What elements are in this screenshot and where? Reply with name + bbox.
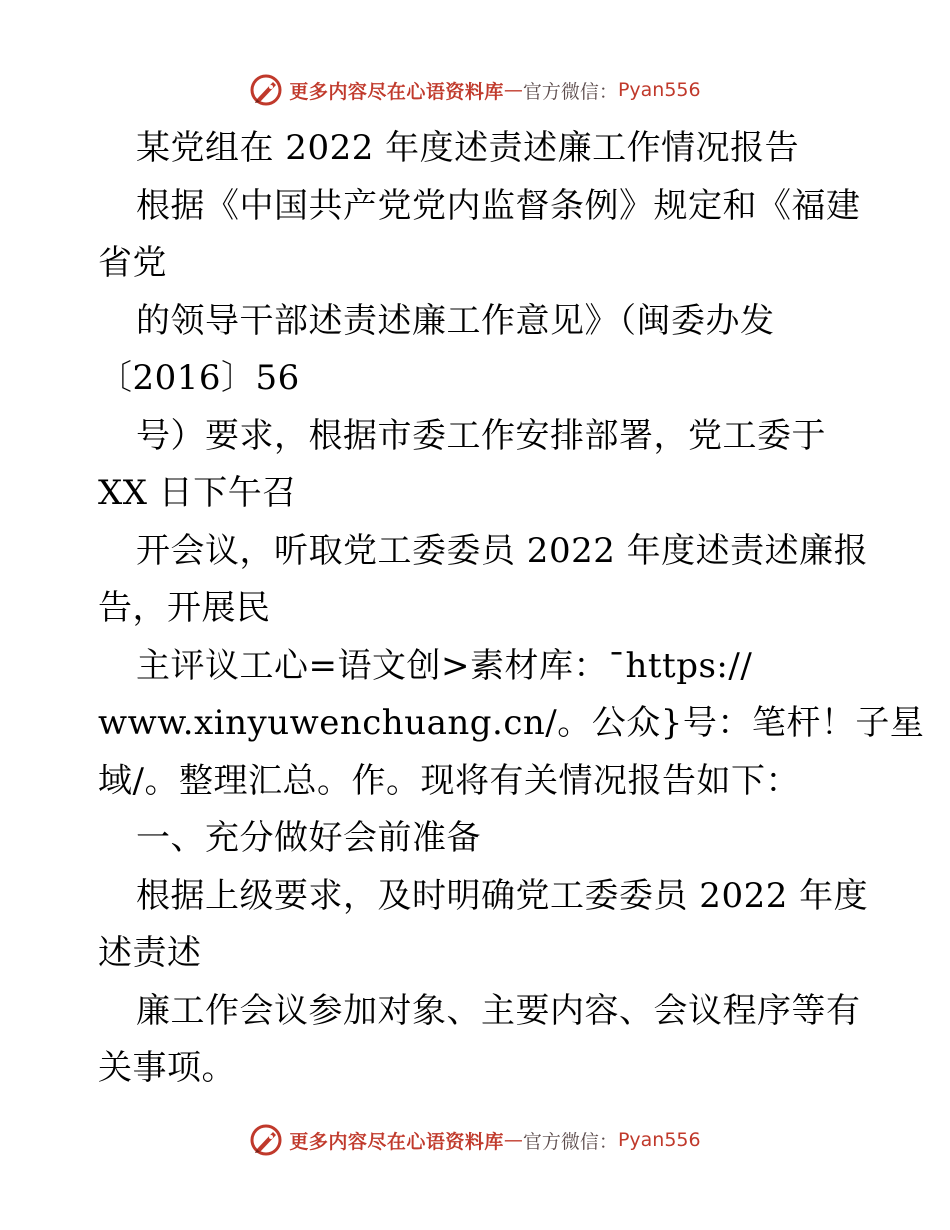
document-line: 开会议，听取党工委委员 2022 年度述责述廉报 <box>136 530 869 571</box>
banner-wechat-id: Pyan556 <box>617 79 701 101</box>
pen-logo-icon <box>249 1123 283 1157</box>
document-line: 域/。整理汇总。作。现将有关情况报告如下： <box>98 760 800 801</box>
banner-dash: — <box>503 79 523 101</box>
document-line: www.xinyuwenchuang.cn/。公众}号：笔杆！子星 <box>98 703 925 743</box>
banner-main-text: 更多内容尽在心语资料库 <box>289 1130 504 1153</box>
document-line: 述责述 <box>98 933 202 973</box>
document-line: 某党组在 2022 年度述责述廉工作情况报告 <box>136 128 800 168</box>
banner-main-text: 更多内容尽在心语资料库 <box>289 80 504 103</box>
header-banner <box>0 70 950 110</box>
document-line: 的领导干部述责述廉工作意见》（闽委办发 <box>136 300 775 341</box>
document-line: 〔2016〕56 <box>98 358 300 398</box>
document-line: 廉工作会议参加对象、主要内容、会议程序等有 <box>136 990 861 1031</box>
banner-wechat-label: 官方微信： <box>522 80 618 103</box>
banner-wechat-label: 官方微信： <box>522 1130 618 1153</box>
document-line: 一、充分做好会前准备 <box>136 818 481 858</box>
document-line: 省党 <box>98 243 167 283</box>
document-body <box>98 120 925 1098</box>
document-line: 根据《中国共产党党内监督条例》规定和《福建 <box>136 185 861 226</box>
banner-dash: — <box>503 1129 523 1151</box>
document-line: 主评议工心=语文创>素材库：¯https:// <box>136 645 753 686</box>
footer-banner <box>0 1120 950 1160</box>
document-line: XX 日下午召 <box>98 473 297 513</box>
document-line: 号）要求，根据市委工作安排部署，党工委于 <box>136 415 826 456</box>
document-line: 告，开展民 <box>98 588 271 628</box>
document-line: 根据上级要求，及时明确党工委委员 2022 年度 <box>136 875 869 916</box>
banner-wechat-id: Pyan556 <box>617 1129 701 1151</box>
pen-logo-icon <box>249 73 283 107</box>
document-line: 关事项。 <box>98 1048 236 1088</box>
